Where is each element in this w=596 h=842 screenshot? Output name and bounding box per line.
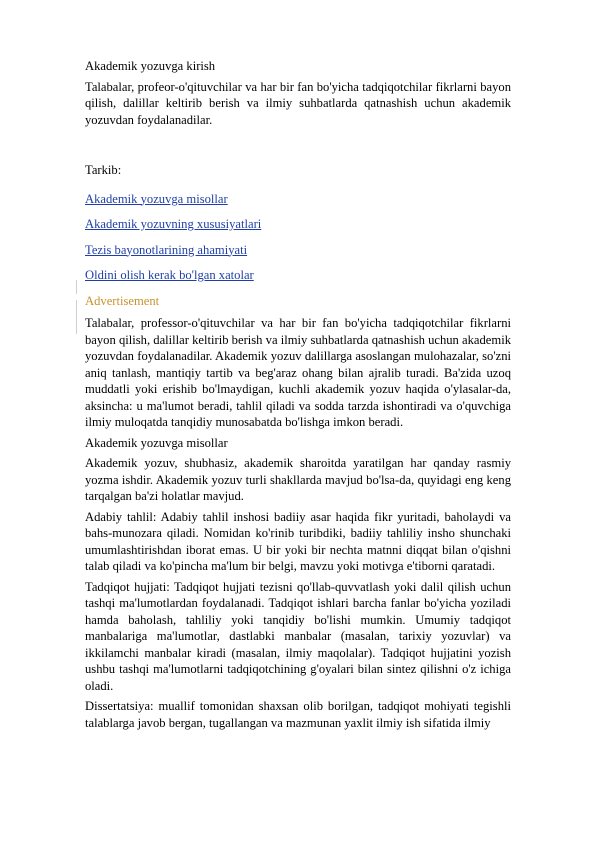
body-paragraph: Tadqiqot hujjati: Tadqiqot hujjati tezisni qo'llab-quvvatlash yoki dalil qilish uchun tashqi ma'lumotlardan foydalanadi. Tadqiqot ishlari barcha fanlar bo'yicha yoziladi hamda baholash, tahliliy yoki tanqidiy bo'lishi mumkin. Umumiy tadqiqot manbalariga ma'lumotlar, dastlabki manbalar (masalan, tarixiy yozuvlar) va ikkilamchi manbalar kiradi (masalan, ilmiy maqolalar). Tadqiqot hujjatini yozish ushbu tashqi ma'lumotlarni tadqiqotchining g'oyalari bilan sintez qilishni o'z ichiga oladi. — [85, 579, 511, 693]
advertisement-label: Advertisement — [85, 293, 160, 308]
margin-marker — [76, 280, 77, 294]
body-paragraph: Adabiy tahlil: Adabiy tahlil inshosi badiiy asar haqida fikr yuritadi, baholaydi va bahs-munozara qiladi. Nomidan ko'rinib turibdiki, badiiy tahliliy insho shunchaki umumlashtirishdan iborat emas. U bir yoki bir nechta matnni diqqat bilan o'qishni talab qiladi va ko'pincha ma'lum bir belgi, mavzu yoki motivga e'tiborni qaratadi. — [85, 509, 511, 573]
body-paragraph: Dissertatsiya: muallif tomonidan shaxsan olib borilgan, tadqiqot mohiyati tegishli talablarga javob bergan, tugallangan va mazmunan yaxlit ilmiy ish sifatida ilmiy — [85, 699, 511, 730]
spacer — [85, 132, 511, 162]
body-paragraph: Talabalar, professor-o'qituvchilar va har bir fan bo'yicha tadqiqotchilar fikrlarni bayon qilish, dalillar keltirib berish va ilmiy suhbatlarda qatnashish uchun akademik yozuvdan foydalanadilar. Akademik yozuv dalillarga asoslangan mulohazalar, so'zni aniq tanlash, mantiqiy tartib va beg'araz ohang bilan ajralib turadi. Ba'zida uzoq muddatli yoki erishib bo'lmaydigan, kuchli akademik yozuv haqida o'ylasalar-da, aksincha: u ma'lumot beradi, tahlil qiladi va sodda tarzda ishontiradi va o'quvchiga ilmiy muloqatda tanqidiy munosabatda bo'lishga imkon beradi. — [85, 316, 511, 429]
intro-paragraph: Talabalar, profeor-o'qituvchilar va har bir fan bo'yicha tadqiqotchilar fikrlarni bayon qilish, dalillar keltirib berish va ilmiy suhbatlarda qatnashish uchun akademik yozuvdan foydalanadilar. — [85, 79, 511, 127]
section-heading: Akademik yozuvga misollar — [85, 435, 228, 450]
toc-link-misollar[interactable]: Akademik yozuvga misollar — [85, 191, 228, 206]
toc-heading: Tarkib: — [85, 163, 122, 177]
body-paragraph: Akademik yozuv, shubhasiz, akademik sharoitda yaratilgan har qanday rasmiy yozma ishdir. Akademik yozuv turli shakllarda mavjud bo'lsa-da, quyidagi eng keng tarqalgan ba'zi holatlar mavjud. — [85, 456, 511, 503]
toc-link-xatolar[interactable]: Oldini olish kerak bo'lgan xatolar — [85, 268, 254, 282]
toc-link-xususiyatlari[interactable]: Akademik yozuvning xususiyatlari — [85, 217, 262, 231]
document-content — [85, 58, 511, 735]
toc-link-tezis[interactable]: Tezis bayonotlarining ahamiyati — [85, 242, 248, 257]
margin-marker — [76, 300, 77, 334]
document-title: Akademik yozuvga kirish — [85, 59, 216, 73]
